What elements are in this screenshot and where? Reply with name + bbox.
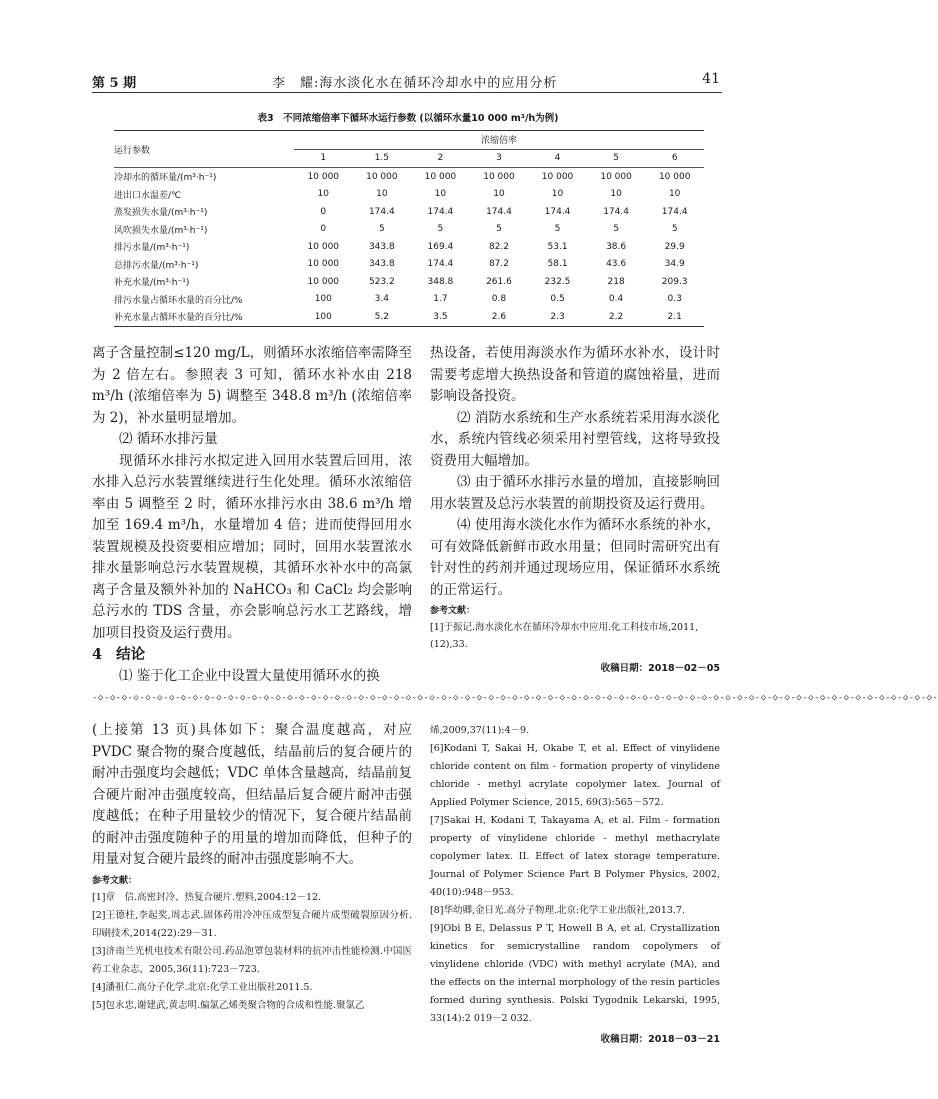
ratio-group-header: 浓缩倍率 [294,131,704,150]
table-cell: 10 000 [411,168,470,186]
header-rule [92,92,722,93]
table-cell: 5 [613,224,619,235]
lower-left-column [92,720,412,1015]
ratio-cell: 5 [587,149,646,168]
ratio-cell: 1 [294,149,353,168]
ratio-cell: 2 [411,149,470,168]
table-row [114,203,704,221]
references-heading: 参考文献： [92,875,138,886]
table-cell: 10 [493,189,505,200]
row-label: 风吹损失水量/(m³·h⁻¹) [114,225,208,236]
ratio-cell: 1.5 [353,149,412,168]
table-cell: 5 [671,224,678,235]
table-cell: 174.4 [544,206,571,217]
reference-item: [7]Sakai H, Kodani T, Takayama A, et al. Film - formation property of vinylidene chloride - methyl methacrylate copolymer latex. II. Effect of latex storage temperature. Journal of Polymer Science Part B Polymer Physics, 2002, 40(10):948－953. [430,815,720,898]
upper-left-column [92,343,412,687]
issue-label: 第 5 期 [92,76,137,91]
reference-item: [9]Obi B E, Delassus P T, Howell B A, et al. Crystallization kinetics for semicrystalline random copolymers of vinylidene chloride (VDC) with methyl acrylate (MA), and the effects on the internal morphology of the resin particles formed during synthesis. Polski Tygodnik Lekarski, 1995, 33(14):2 019－2 032. [430,923,720,1024]
table-cell: 5 [496,224,502,235]
table-cell: 10 [551,189,564,200]
reference-list [430,722,720,1028]
table-cell: 232.5 [544,276,571,287]
table-cell: 174.4 [486,206,512,217]
references-heading: 参考文献： [430,606,476,616]
reference-item: [1]章 信.高密封冷、热复合硬片.塑料,2004:12－12. [92,891,322,903]
reference-item: [8]华幼卿,金日光.高分子物理.北京:化学工业出版社,2013.7. [430,905,685,916]
upper-right-column [430,343,720,677]
table-cell: 343.8 [368,241,395,252]
table-row [114,308,704,326]
reference-item: 烯,2009,37(11):4－9. [430,725,530,736]
table-cell: 10 [434,189,447,200]
reference-item: [4]潘祖仁.高分子化学.北京:化学工业出版社2011.5. [92,981,313,993]
table-cell: 174.4 [603,206,629,217]
table-cell: 10 000 [294,168,353,186]
table-cell: 10 000 [307,276,340,287]
table-cell: 174.4 [368,206,395,217]
table-cell: 10 000 [307,241,340,252]
table-cell: 2.3 [528,308,587,326]
table-cell: 0.8 [491,294,507,305]
row-label: 补充水量占循环水量的百分比/% [114,308,294,326]
reference-item: [3]济南兰光机电技术有限公司.药品泡罩包装材料的抗冲击性能检测.中国医药工业杂志，2005,36(11):723－723. [92,945,412,975]
reference-item: [1]于振记.海水淡化水在循环冷却水中应用.化工科技市场,2011,(12),33. [430,622,699,650]
table-cell: 87.2 [488,259,509,270]
subheading: ⑵ 循环水排污量 [119,431,218,447]
lower-right-column [430,722,720,1048]
table-cell: 10 000 [528,168,587,186]
table-cell: 34.9 [664,259,685,270]
table-cell: 343.8 [368,259,395,270]
table-header-row [114,131,704,150]
page-number: 41 [702,71,720,87]
table-cell: 174.4 [427,259,454,270]
table-cell: 1.7 [433,294,448,305]
table-row [114,256,704,274]
table-cell: 218 [607,276,625,287]
paragraph: 现循环水排污水拟定进入回用水装置后回用，浓水排入总污水装置继续进行生化处理。循环水浓缩倍率由 5 调整至 2 时，循环水排污水由 38.6 m³/h 增加至 169.4 m³/h，水量增加 4 倍；进而使得回用水装置规模及投资要相应增加；同时，回用水装置浓水排水量影响总污水装置规模，其循环水补水中的高氯离子含量及额外补加的 NaHCO₃ 和 CaCl₂ 均会影响总污水的 TDS 含量，亦会影响总污水工艺路线，增加项目投资及运行费用。 [92,452,412,641]
table-cell: 209.3 [661,276,688,287]
table-cell: 523.2 [368,276,395,287]
ratio-cell: 4 [528,149,587,168]
received-date: 收稿日期：2018－02－05 [600,663,720,674]
table-cell: 174.4 [661,206,688,217]
table-cell: 10 000 [470,168,529,186]
table-cell: 10 [668,189,681,200]
table-cell: 10 [610,189,622,200]
table-caption: 表3 不同浓缩倍率下循环水运行参数 (以循环水量10 000 m³/h为例) [257,113,559,124]
paragraph: 离子含量控制≤120 mg/L，则循环水浓缩倍率需降至为 2 倍左右。参照表 3 可知，循环水补水由 218 m³/h (浓缩倍率为 5) 调整至 348.8 m³/h (浓缩倍率为 2)，补水量明显增加。 [92,345,412,426]
table-cell: 5 [378,224,385,235]
table-cell: 348.8 [427,276,454,287]
running-header [92,68,720,90]
reference-item: [5]包永忠,谢建武,黄志明.偏氯乙烯类聚合物的合成和性能.聚氯乙 [92,999,365,1011]
running-title: 李 耀:海水淡化水在循环冷却水中的应用分析 [272,76,558,91]
paragraph: ⑴ 鉴于化工企业中设置大量使用循环水的换 [119,667,380,684]
table-cell: 10 000 [587,168,646,186]
row-label: 进出口水温差/℃ [114,190,182,201]
row-label: 冷却水的循环量/(m³·h⁻¹) [114,168,294,186]
section-number: 4 [92,646,103,663]
table-cell: 169.4 [427,241,454,252]
table-cell: 3.5 [411,308,470,326]
table-cell: 10 000 [645,168,704,186]
table-cell: 10 [376,189,388,200]
table-cell: 0.4 [608,294,624,305]
row-label: 排污水量/(m³·h⁻¹) [114,243,190,254]
table-row [114,291,704,309]
table-cell: 2.2 [587,308,646,326]
paragraph: 热设备，若使用海淡水作为循环水补水，设计时需要考虑增大换热设备和管道的腐蚀裕量，进而影响设备投资。 [430,345,720,404]
table-cell: 29.9 [664,241,685,252]
parameter-table [114,130,704,327]
article-divider: -◇-◇-◇-◇-◇-◇-◇-◇-◇-◇-◇-◇-◇-◇-◇-◇-◇-◇-◇-◇-◇-◇-◇-◇-◇-◇-◇-◇-◇-◇-◇-◇-◇-◇-◇-◇-◇-◇-◇-◇-◇-◇-◇-◇-◇-◇-◇-◇-◇-◇-◇-◇-◇-◇-◇-◇-◇-◇-◇-◇-◇-◇-◇-◇-◇-◇-◇-◇-◇-◇-◇- [92,693,938,703]
table-cell: 38.6 [606,241,627,252]
row-label: 排污水量占循环水量的百分比/% [114,295,243,306]
table-cell: 43.6 [606,259,627,270]
table-cell: 100 [294,308,353,326]
table-cell: 5 [554,224,561,235]
table-cell: 0.3 [667,294,682,305]
reference-list [92,889,412,1015]
table-cell: 0 [320,206,327,217]
paragraph: (上接第 13 页)具体如下：聚合温度越高，对应 PVDC 聚合物的聚合度越低，结晶前后的复合硬片的耐冲击强度均会越低；VDC 单体含量越高，结晶前复合硬片耐冲击强度较高，但结晶后复合硬片耐冲击强度越低；在种子用量较少的情况下，复合硬片结晶前的耐冲击强度随种子的用量的增加而降低，但种子的用量对复合硬片最终的耐冲击强度影响不大。 [92,722,412,867]
table-row [114,168,704,186]
reference-item: [6]Kodani T, Sakai H, Okabe T, et al. Effect of vinylidene chloride content on film - formation property of vinylidene chloride - methyl acrylate copolymer latex. Journal of Applied Polymer Science, 2015, 69(3):565－572. [430,743,720,808]
table-cell: 3.4 [374,294,389,305]
table-cell: 5.2 [353,308,412,326]
table-cell: 10 000 [307,259,340,270]
paragraph: ⑵ 消防水系统和生产水系统若采用海水淡化水，系统内管线必须采用衬塑管线，这将导致投资费用大幅增加。 [430,409,720,469]
table-cell: 10 [317,189,329,200]
table-cell: 2.1 [645,308,704,326]
table-cell: 2.6 [470,308,529,326]
received-date: 收稿日期：2018－03－21 [600,1034,720,1045]
table-cell: 0.5 [550,294,565,305]
paragraph: ⑷ 使用海水淡化水作为循环水系统的补水，可有效降低新鲜市政水用量；但同时需研究出有针对性的药剂并通过现场应用，保证循环水系统的正常运行。 [430,517,720,598]
table-cell: 58.1 [547,259,568,270]
row-label: 补充水量/(m³·h⁻¹) [114,278,190,289]
table-row [114,186,704,204]
ratio-cell: 3 [470,149,529,168]
table-cell: 261.6 [486,276,512,287]
table-row [114,273,704,291]
row-label: 蒸发损失水量/(m³·h⁻¹) [114,208,208,219]
section-heading [92,644,412,666]
table-cell: 0 [320,224,327,235]
paragraph: ⑶ 由于循环水排污水量的增加，直接影响回用水装置及总污水装置的前期投资及运行费用。 [430,474,720,512]
table-cell: 100 [314,294,332,305]
param-header: 运行参数 [114,131,294,168]
table-cell: 10 000 [353,168,412,186]
section-title: 结论 [116,646,146,663]
table-cell: 174.4 [427,206,454,217]
row-label: 总排污水量/(m³·h⁻¹) [114,260,199,271]
reference-item: [2]王德柱,李起奖,周志武.固体药用冷冲压成型复合硬片成型破裂原因分析.印刷技术,2014(22):29－31. [92,909,412,939]
ratio-cell: 6 [645,149,704,168]
table-cell: 5 [437,224,444,235]
table-cell: 53.1 [547,241,568,252]
table-row [114,238,704,256]
table-cell: 82.2 [488,241,509,252]
table-row [114,221,704,239]
